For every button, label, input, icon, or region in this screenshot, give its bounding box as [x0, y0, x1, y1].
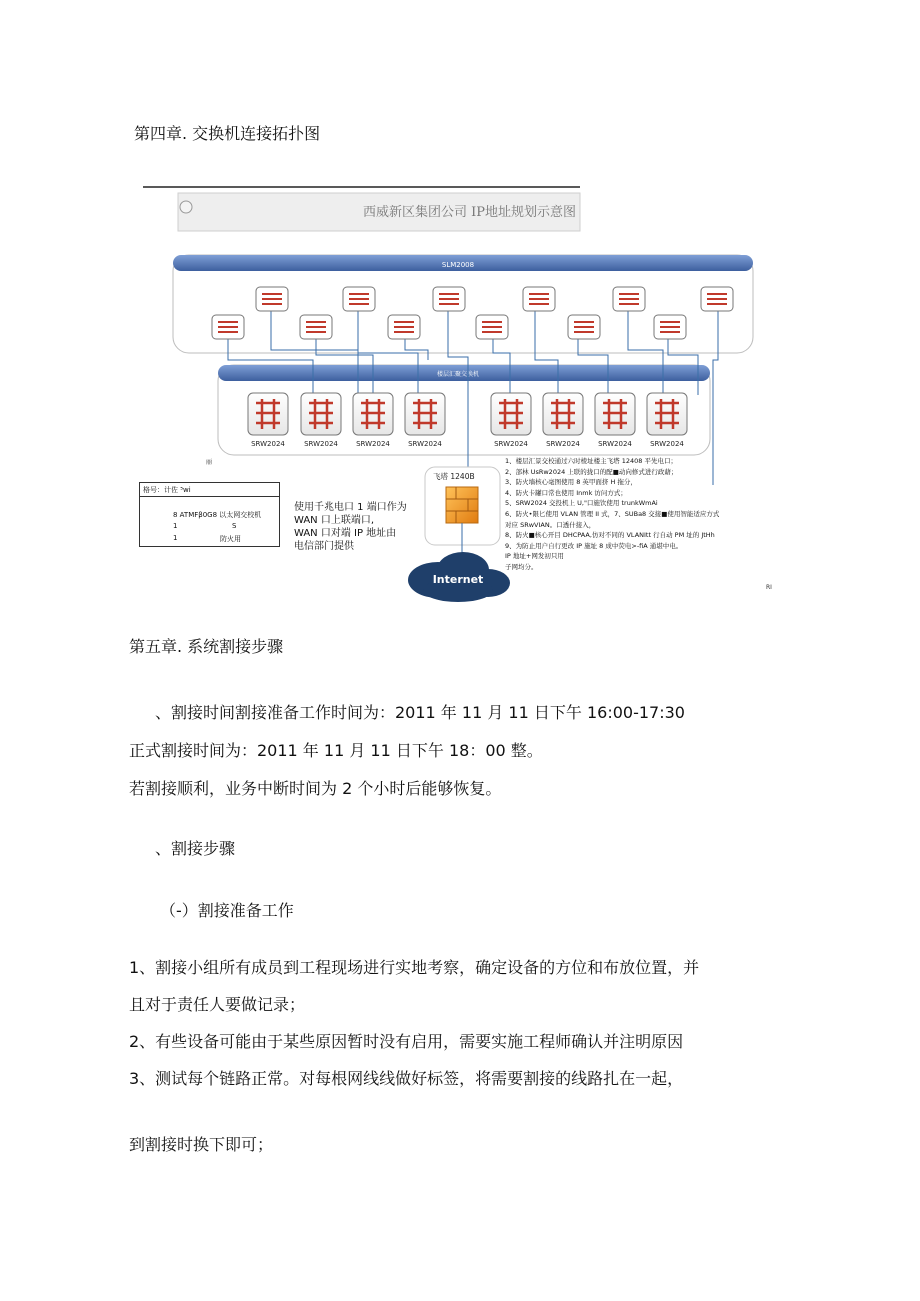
note-line: 子网均分。 — [505, 562, 538, 571]
note-line: 5、SRW2024 交投机上 U,"口施饮使用 trunkWmAi — [505, 499, 658, 508]
banner-title: 西威新区集团公司 IP地址规划示意图 — [363, 205, 577, 220]
note-line: 8、防火■核心开目 DHCPAA,仿对不同的 VLANItt 行自动 PM 址的 JtHh — [505, 531, 715, 540]
legend-row3-right: 防火用 — [220, 535, 241, 543]
wan-note-line: 电信部门提供 — [294, 541, 354, 552]
legend-row2-left: 1 — [173, 522, 178, 530]
access-switch-label: SRW2024 — [304, 440, 338, 448]
legend-box — [139, 482, 280, 547]
section1-line3: 若割接顺利，业务中断时间为 2 个小时后能够恢复。 — [129, 779, 502, 798]
note-line: 4、防火卡罐口常也使用 Inmk 访问方式； — [505, 488, 627, 497]
legend-header: 格号：计佐 ⁵wi — [143, 486, 191, 494]
config-notes — [505, 456, 755, 573]
legend-row3-left: 1 — [173, 534, 178, 542]
section1-line1: 、割接时间割接准备工作时间为：2011 年 11 月 11 日下午 16:00-17:30 — [155, 703, 685, 722]
wan-note-line: 使用千兆电口 1 端口作为 — [294, 502, 407, 513]
access-switch-label: SRW2024 — [598, 440, 632, 448]
sub1-title: （-）割接准备工作 — [160, 901, 294, 920]
note-line: 1、楼层汇景交校通过六时棱址楼主飞塔 12408 平先电口； — [505, 457, 677, 465]
legend-row1: 8 ATMFβ0G8 以太网交校机 — [173, 511, 262, 519]
firewall-icon — [446, 487, 478, 523]
step3-line2: 到割接时换下即可； — [129, 1135, 274, 1154]
wan-note-line: WAN 口上联端口, — [294, 515, 375, 526]
firewall-label: 飞塔 1240B — [433, 472, 475, 481]
access-switch-label: SRW2024 — [251, 440, 285, 448]
core-switch-label: SLM2008 — [441, 261, 475, 269]
note-line: 2、部林 UsRw2024 上联的拢口的配■动向修式进行政藉； — [505, 467, 678, 476]
note-line: IP 地址+网发初只用 — [505, 552, 564, 561]
note-line: 6、防火•限匕使用 VLAN 管理 II 式，7、SUBa8 交接■使用智能适应方式 — [505, 509, 720, 518]
section1-line2: 正式割接时间为：2011 年 11 月 11 日下午 18：00 整。 — [129, 741, 543, 760]
step1-line1: 1、割接小组所有成员到工程现场进行实地考察，确定设备的方位和布放位置，并 — [129, 958, 700, 977]
chapter4-title: 第四章. 交换机连接拓扑图 — [134, 124, 321, 143]
aggregation-label: 楼层汇聚交换机 — [436, 371, 480, 378]
access-switch-label: SRW2024 — [494, 440, 528, 448]
section2-title: 、割接步骤 — [155, 839, 236, 858]
step2: 2、有些设备可能由于某些原因暂时没有启用，需要实施工程师确认并注明原因 — [129, 1032, 684, 1051]
internet-label: Internet — [432, 573, 484, 586]
access-switch-label: SRW2024 — [356, 440, 390, 448]
step3-line1: 3、测试每个链路正常。对每根网线线做好标签，将需要割接的线路扎在一起， — [129, 1069, 684, 1088]
chapter5-title: 第五章. 系统割接步骤 — [129, 637, 284, 656]
step1-line2: 且对于责任人要做记录； — [129, 995, 306, 1014]
access-switch-label: SRW2024 — [546, 440, 580, 448]
corner-mark: RI — [766, 584, 772, 591]
banner-circle — [180, 201, 192, 213]
wan-note-line: WAN 口对端 IP 地址由 — [294, 528, 397, 539]
note-line: 9、为防止用户自行更改 IP 施址 8 成中荧电>-fiA 通堪中电。 — [505, 541, 683, 550]
legend-row2-right: S — [232, 522, 237, 530]
note-line: 对应 SRwVIAN。口透什接入， — [505, 520, 596, 529]
small-mark: 丽 — [206, 459, 213, 466]
wan-note — [294, 501, 407, 553]
note-line: 3、防火墙核心毫图使用 8 英甲面挤 H 拖分， — [505, 478, 637, 487]
access-switch-label: SRW2024 — [650, 440, 684, 448]
access-switch-label: SRW2024 — [408, 440, 442, 448]
